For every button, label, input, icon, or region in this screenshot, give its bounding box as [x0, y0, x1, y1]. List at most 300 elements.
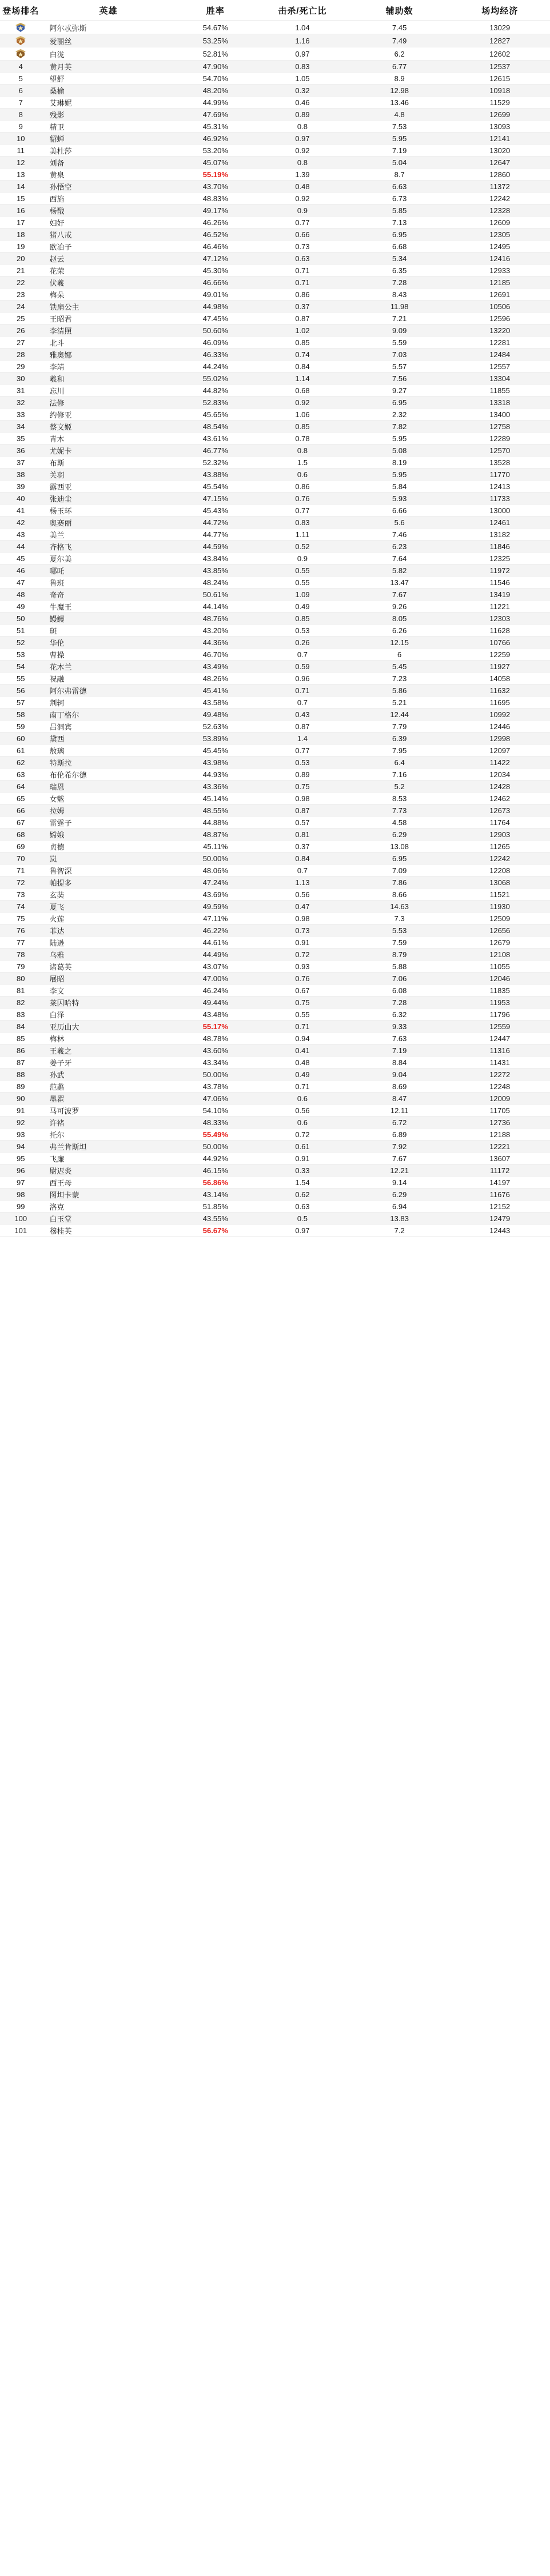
cell-kd-ratio: 0.56 [256, 1105, 349, 1117]
table-row[interactable] [0, 193, 550, 205]
cell-hero-name[interactable]: 李靖 [42, 361, 176, 373]
cell-rank: 84 [0, 1021, 42, 1033]
cell-kd-ratio: 0.8 [256, 157, 349, 169]
table-row[interactable] [0, 913, 550, 925]
cell-winrate: 45.54% [176, 481, 256, 493]
cell-hero-name[interactable]: 斑 [42, 625, 176, 637]
cell-winrate: 53.25% [176, 34, 256, 47]
cell-hero-name[interactable]: 南丁格尔 [42, 709, 176, 721]
table-row[interactable] [0, 841, 550, 853]
cell-winrate: 43.98% [176, 757, 256, 769]
cell-hero-name[interactable]: 桑榆 [42, 85, 176, 97]
cell-gold: 10506 [449, 301, 550, 313]
cell-hero-name[interactable]: 梅朵 [42, 289, 176, 301]
table-row[interactable] [0, 697, 550, 709]
table-row[interactable] [0, 97, 550, 109]
cell-assists: 5.04 [349, 157, 450, 169]
table-row[interactable] [0, 1189, 550, 1201]
cell-hero-name[interactable]: 夏飞 [42, 901, 176, 913]
cell-hero-name[interactable]: 许褚 [42, 1117, 176, 1129]
cell-hero-name[interactable]: 瑞恩 [42, 781, 176, 793]
cell-hero-name[interactable]: 李清照 [42, 325, 176, 337]
cell-kd-ratio: 0.37 [256, 301, 349, 313]
cell-hero-name[interactable]: 洛克 [42, 1201, 176, 1213]
cell-hero-name[interactable]: 拉姆 [42, 805, 176, 817]
table-row[interactable] [0, 637, 550, 649]
cell-gold: 11431 [449, 1057, 550, 1069]
column-header-winrate[interactable]: 胜率 [176, 0, 256, 21]
table-row[interactable] [0, 373, 550, 385]
cell-hero-name[interactable]: 鳗鳗 [42, 613, 176, 625]
table-row[interactable] [0, 745, 550, 757]
cell-winrate: 50.00% [176, 1069, 256, 1081]
table-row[interactable] [0, 661, 550, 673]
table-row[interactable] [0, 877, 550, 889]
cell-hero-name[interactable]: 青木 [42, 433, 176, 445]
cell-hero-name[interactable]: 乌雅 [42, 949, 176, 961]
cell-hero-name[interactable]: 花木兰 [42, 661, 176, 673]
cell-hero-name[interactable]: 望舒 [42, 73, 176, 85]
table-row[interactable] [0, 157, 550, 169]
cell-hero-name[interactable]: 铁扇公主 [42, 301, 176, 313]
table-header [0, 0, 550, 21]
cell-hero-name[interactable]: 雷霆子 [42, 817, 176, 829]
cell-hero-name[interactable]: 欧冶子 [42, 241, 176, 253]
table-row[interactable] [0, 1045, 550, 1057]
cell-gold: 12484 [449, 349, 550, 361]
cell-hero-name[interactable]: 嫦娥 [42, 829, 176, 841]
table-row[interactable] [0, 1009, 550, 1021]
cell-hero-name[interactable]: 姜子牙 [42, 1057, 176, 1069]
column-header-hero[interactable]: 英雄 [42, 0, 176, 21]
table-row[interactable] [0, 805, 550, 817]
cell-hero-name[interactable]: 敖璃 [42, 745, 176, 757]
table-row[interactable] [0, 265, 550, 277]
cell-gold: 11835 [449, 985, 550, 997]
table-row[interactable] [0, 409, 550, 421]
table-row[interactable] [0, 21, 550, 34]
cell-hero-name[interactable]: 残影 [42, 109, 176, 121]
table-row[interactable] [0, 289, 550, 301]
cell-hero-name[interactable]: 莱因哈特 [42, 997, 176, 1009]
table-row[interactable] [0, 901, 550, 913]
cell-hero-name[interactable]: 尉迟炎 [42, 1165, 176, 1177]
cell-kd-ratio: 0.33 [256, 1165, 349, 1177]
cell-hero-name[interactable]: 牛魔王 [42, 601, 176, 613]
cell-assists: 8.66 [349, 889, 450, 901]
table-row[interactable] [0, 469, 550, 481]
table-row[interactable] [0, 553, 550, 565]
cell-hero-name[interactable]: 曹操 [42, 649, 176, 661]
cell-rank: 60 [0, 733, 42, 745]
table-row[interactable] [0, 793, 550, 805]
cell-hero-name[interactable]: 露西亚 [42, 481, 176, 493]
cell-winrate: 43.49% [176, 661, 256, 673]
cell-hero-name[interactable]: 阿尔弗雷德 [42, 685, 176, 697]
table-row[interactable] [0, 673, 550, 685]
cell-assists: 7.19 [349, 145, 450, 157]
cell-hero-name[interactable]: 火莲 [42, 913, 176, 925]
cell-winrate: 44.24% [176, 361, 256, 373]
table-row[interactable] [0, 517, 550, 529]
cell-hero-name[interactable]: 杨玉环 [42, 505, 176, 517]
table-row[interactable] [0, 205, 550, 217]
winrate-highlight: 55.49% [202, 1130, 228, 1139]
cell-hero-name[interactable]: 穆桂英 [42, 1225, 176, 1237]
table-row[interactable] [0, 973, 550, 985]
cell-gold: 13029 [449, 21, 550, 34]
cell-hero-name[interactable]: 荆轲 [42, 697, 176, 709]
table-row[interactable] [0, 325, 550, 337]
table-row[interactable] [0, 313, 550, 325]
cell-rank: 53 [0, 649, 42, 661]
table-row[interactable] [0, 565, 550, 577]
table-row[interactable] [0, 349, 550, 361]
cell-rank: 7 [0, 97, 42, 109]
table-row[interactable] [0, 47, 550, 61]
table-row[interactable] [0, 1033, 550, 1045]
cell-assists: 5.45 [349, 661, 450, 673]
cell-gold: 12009 [449, 1093, 550, 1105]
cell-hero-name[interactable]: 帕提多 [42, 877, 176, 889]
table-row[interactable] [0, 1177, 550, 1189]
table-row[interactable] [0, 361, 550, 373]
cell-rank: 72 [0, 877, 42, 889]
cell-winrate: 44.99% [176, 97, 256, 109]
cell-hero-name[interactable]: 李文 [42, 985, 176, 997]
cell-hero-name[interactable]: 图坦卡蒙 [42, 1189, 176, 1201]
table-row[interactable] [0, 217, 550, 229]
table-row[interactable] [0, 1225, 550, 1237]
cell-kd-ratio: 0.48 [256, 1057, 349, 1069]
cell-hero-name[interactable]: 布斯 [42, 457, 176, 469]
cell-kd-ratio: 0.83 [256, 517, 349, 529]
cell-rank: 85 [0, 1033, 42, 1045]
cell-hero-name[interactable]: 华伦 [42, 637, 176, 649]
cell-hero-name[interactable]: 白泷 [42, 47, 176, 61]
cell-kd-ratio: 0.5 [256, 1213, 349, 1225]
table-row[interactable] [0, 613, 550, 625]
table-row[interactable] [0, 781, 550, 793]
cell-hero-name[interactable]: 诸葛英 [42, 961, 176, 973]
cell-kd-ratio: 0.87 [256, 805, 349, 817]
cell-hero-name[interactable]: 黄月英 [42, 61, 176, 73]
table-row[interactable] [0, 481, 550, 493]
cell-hero-name[interactable]: 墨翟 [42, 1093, 176, 1105]
table-row[interactable] [0, 985, 550, 997]
cell-assists: 7.79 [349, 721, 450, 733]
cell-rank: 99 [0, 1201, 42, 1213]
cell-hero-name[interactable]: 白玉堂 [42, 1213, 176, 1225]
cell-kd-ratio: 0.55 [256, 577, 349, 589]
cell-hero-name[interactable]: 尤妮卡 [42, 445, 176, 457]
table-row[interactable] [0, 85, 550, 97]
cell-gold: 11972 [449, 565, 550, 577]
table-row[interactable] [0, 301, 550, 313]
table-row[interactable] [0, 133, 550, 145]
winrate-highlight: 55.17% [202, 1022, 228, 1031]
cell-assists: 6.32 [349, 1009, 450, 1021]
cell-hero-name[interactable]: 范蠡 [42, 1081, 176, 1093]
table-row[interactable] [0, 649, 550, 661]
cell-hero-name[interactable]: 约修亚 [42, 409, 176, 421]
table-row[interactable] [0, 1069, 550, 1081]
cell-winrate: 46.77% [176, 445, 256, 457]
table-row[interactable] [0, 685, 550, 697]
cell-hero-name[interactable]: 美杜莎 [42, 145, 176, 157]
cell-kd-ratio: 0.43 [256, 709, 349, 721]
cell-hero-name[interactable]: 玄奘 [42, 889, 176, 901]
table-row[interactable] [0, 1201, 550, 1213]
cell-rank: 27 [0, 337, 42, 349]
cell-hero-name[interactable]: 黛西 [42, 733, 176, 745]
table-row[interactable] [0, 733, 550, 745]
table-row[interactable] [0, 961, 550, 973]
cell-rank: 34 [0, 421, 42, 433]
table-row[interactable] [0, 73, 550, 85]
table-row[interactable] [0, 1081, 550, 1093]
table-row[interactable] [0, 385, 550, 397]
cell-hero-name[interactable]: 杨戬 [42, 205, 176, 217]
cell-assists: 7.73 [349, 805, 450, 817]
cell-winrate [176, 1129, 256, 1141]
cell-kd-ratio: 0.7 [256, 865, 349, 877]
cell-hero-name[interactable]: 祝融 [42, 673, 176, 685]
table-row[interactable] [0, 949, 550, 961]
cell-hero-name[interactable]: 孙悟空 [42, 181, 176, 193]
cell-gold: 13607 [449, 1153, 550, 1165]
cell-assists: 2.32 [349, 409, 450, 421]
cell-hero-name[interactable]: 鲁智深 [42, 865, 176, 877]
cell-assists: 5.21 [349, 697, 450, 709]
cell-gold: 12272 [449, 1069, 550, 1081]
table-row[interactable] [0, 577, 550, 589]
cell-hero-name[interactable]: 雅奥娜 [42, 349, 176, 361]
table-row[interactable] [0, 421, 550, 433]
cell-assists: 7.46 [349, 529, 450, 541]
table-row[interactable] [0, 61, 550, 73]
cell-kd-ratio: 0.41 [256, 1045, 349, 1057]
table-row[interactable] [0, 937, 550, 949]
cell-gold: 12443 [449, 1225, 550, 1237]
cell-gold: 12537 [449, 61, 550, 73]
cell-hero-name[interactable]: 夏尔美 [42, 553, 176, 565]
table-row[interactable] [0, 1165, 550, 1177]
cell-hero-name[interactable]: 猪八戒 [42, 229, 176, 241]
cell-hero-name[interactable]: 女魃 [42, 793, 176, 805]
cell-winrate: 44.77% [176, 529, 256, 541]
rank-badge-icon [14, 34, 27, 47]
table-row[interactable] [0, 853, 550, 865]
table-row[interactable] [0, 1141, 550, 1153]
cell-kd-ratio: 0.49 [256, 601, 349, 613]
table-row[interactable] [0, 1153, 550, 1165]
cell-hero-name[interactable]: 菲达 [42, 925, 176, 937]
cell-hero-name[interactable]: 黄泉 [42, 169, 176, 181]
cell-hero-name[interactable]: 张迪尘 [42, 493, 176, 505]
cell-rank: 57 [0, 697, 42, 709]
table-row[interactable] [0, 721, 550, 733]
table-row[interactable] [0, 493, 550, 505]
table-row[interactable] [0, 757, 550, 769]
table-row[interactable] [0, 34, 550, 47]
table-row[interactable] [0, 1213, 550, 1225]
cell-kd-ratio: 1.05 [256, 73, 349, 85]
cell-hero-name[interactable]: 白泽 [42, 1009, 176, 1021]
cell-hero-name[interactable]: 王昭君 [42, 313, 176, 325]
cell-hero-name[interactable]: 羲和 [42, 373, 176, 385]
cell-kd-ratio: 0.76 [256, 493, 349, 505]
table-row[interactable] [0, 337, 550, 349]
table-row[interactable] [0, 253, 550, 265]
table-row[interactable] [0, 457, 550, 469]
table-row[interactable] [0, 505, 550, 517]
cell-rank: 6 [0, 85, 42, 97]
cell-winrate: 46.09% [176, 337, 256, 349]
cell-winrate: 52.63% [176, 721, 256, 733]
table-row[interactable] [0, 769, 550, 781]
cell-hero-name[interactable]: 马可波罗 [42, 1105, 176, 1117]
cell-hero-name[interactable]: 花荣 [42, 265, 176, 277]
cell-winrate: 48.33% [176, 1117, 256, 1129]
cell-gold: 12557 [449, 361, 550, 373]
cell-gold: 12596 [449, 313, 550, 325]
column-header-assists[interactable]: 辅助数 [349, 0, 450, 21]
column-header-rank[interactable]: 登场排名 [0, 0, 42, 21]
cell-hero-name[interactable]: 西施 [42, 193, 176, 205]
cell-kd-ratio: 1.16 [256, 34, 349, 47]
cell-hero-name[interactable]: 妇好 [42, 217, 176, 229]
cell-hero-name[interactable]: 孙武 [42, 1069, 176, 1081]
cell-winrate: 43.58% [176, 697, 256, 709]
cell-hero-name[interactable]: 展昭 [42, 973, 176, 985]
cell-hero-name[interactable]: 忘川 [42, 385, 176, 397]
cell-hero-name[interactable]: 艾琳妮 [42, 97, 176, 109]
cell-winrate: 54.70% [176, 73, 256, 85]
table-row[interactable] [0, 277, 550, 289]
cell-rank: 76 [0, 925, 42, 937]
cell-hero-name[interactable]: 北斗 [42, 337, 176, 349]
cell-winrate: 43.70% [176, 181, 256, 193]
cell-winrate: 43.69% [176, 889, 256, 901]
table-row[interactable] [0, 1129, 550, 1141]
cell-hero-name[interactable]: 弗兰肯斯坦 [42, 1141, 176, 1153]
cell-kd-ratio: 0.57 [256, 817, 349, 829]
table-row[interactable] [0, 229, 550, 241]
cell-hero-name[interactable]: 布伦希尔德 [42, 769, 176, 781]
cell-kd-ratio: 0.73 [256, 925, 349, 937]
cell-winrate: 48.06% [176, 865, 256, 877]
cell-hero-name[interactable]: 貂蝉 [42, 133, 176, 145]
cell-hero-name[interactable]: 法修 [42, 397, 176, 409]
cell-hero-name[interactable]: 赵云 [42, 253, 176, 265]
column-header-kd[interactable]: 击杀/死亡比 [256, 0, 349, 21]
cell-hero-name[interactable]: 伏羲 [42, 277, 176, 289]
cell-gold: 12673 [449, 805, 550, 817]
cell-gold: 12758 [449, 421, 550, 433]
cell-hero-name[interactable]: 王羲之 [42, 1045, 176, 1057]
table-row[interactable] [0, 433, 550, 445]
table-row[interactable] [0, 241, 550, 253]
cell-hero-name[interactable]: 飞廉 [42, 1153, 176, 1165]
cell-hero-name[interactable]: 西王母 [42, 1177, 176, 1189]
cell-hero-name[interactable]: 精卫 [42, 121, 176, 133]
table-row[interactable] [0, 145, 550, 157]
table-row[interactable] [0, 109, 550, 121]
cell-hero-name[interactable]: 奇奇 [42, 589, 176, 601]
cell-rank: 10 [0, 133, 42, 145]
cell-hero-name[interactable]: 奥赛丽 [42, 517, 176, 529]
cell-rank: 20 [0, 253, 42, 265]
cell-hero-name[interactable]: 齐格飞 [42, 541, 176, 553]
table-row[interactable] [0, 709, 550, 721]
table-row[interactable] [0, 1057, 550, 1069]
table-row[interactable] [0, 829, 550, 841]
table-row[interactable] [0, 889, 550, 901]
cell-hero-name[interactable]: 吕洞宾 [42, 721, 176, 733]
table-row[interactable] [0, 541, 550, 553]
cell-kd-ratio: 1.5 [256, 457, 349, 469]
table-row[interactable] [0, 529, 550, 541]
table-row[interactable] [0, 1093, 550, 1105]
table-row[interactable] [0, 1105, 550, 1117]
cell-hero-name[interactable]: 岚 [42, 853, 176, 865]
cell-hero-name[interactable]: 鲁班 [42, 577, 176, 589]
table-row[interactable] [0, 181, 550, 193]
cell-hero-name[interactable]: 美兰 [42, 529, 176, 541]
table-row[interactable] [0, 121, 550, 133]
cell-winrate: 43.07% [176, 961, 256, 973]
table-row[interactable] [0, 1021, 550, 1033]
cell-hero-name[interactable]: 爱丽丝 [42, 34, 176, 47]
cell-hero-name[interactable]: 特斯拉 [42, 757, 176, 769]
cell-hero-name[interactable]: 托尔 [42, 1129, 176, 1141]
cell-hero-name[interactable]: 贞德 [42, 841, 176, 853]
cell-gold: 12736 [449, 1117, 550, 1129]
table-row[interactable] [0, 865, 550, 877]
cell-hero-name[interactable]: 梅林 [42, 1033, 176, 1045]
table-row[interactable] [0, 601, 550, 613]
table-row[interactable] [0, 589, 550, 601]
table-row[interactable] [0, 817, 550, 829]
cell-hero-name[interactable]: 哪吒 [42, 565, 176, 577]
cell-kd-ratio: 0.76 [256, 973, 349, 985]
cell-hero-name[interactable]: 阿尔忒弥斯 [42, 21, 176, 34]
table-row[interactable] [0, 625, 550, 637]
table-row[interactable] [0, 997, 550, 1009]
cell-assists: 7.92 [349, 1141, 450, 1153]
table-row[interactable] [0, 1117, 550, 1129]
table-row[interactable] [0, 397, 550, 409]
cell-hero-name[interactable]: 关羽 [42, 469, 176, 481]
cell-hero-name[interactable]: 亚历山大 [42, 1021, 176, 1033]
table-row[interactable] [0, 169, 550, 181]
cell-gold: 12699 [449, 109, 550, 121]
cell-gold: 11676 [449, 1189, 550, 1201]
table-row[interactable] [0, 925, 550, 937]
cell-winrate: 48.78% [176, 1033, 256, 1045]
cell-gold: 12221 [449, 1141, 550, 1153]
cell-hero-name[interactable]: 陆逊 [42, 937, 176, 949]
cell-rank: 101 [0, 1225, 42, 1237]
column-header-gold[interactable]: 场均经济 [449, 0, 550, 21]
cell-assists: 14.63 [349, 901, 450, 913]
cell-rank: 48 [0, 589, 42, 601]
cell-hero-name[interactable]: 蔡文姬 [42, 421, 176, 433]
cell-hero-name[interactable]: 刘备 [42, 157, 176, 169]
cell-rank: 18 [0, 229, 42, 241]
table-row[interactable] [0, 445, 550, 457]
